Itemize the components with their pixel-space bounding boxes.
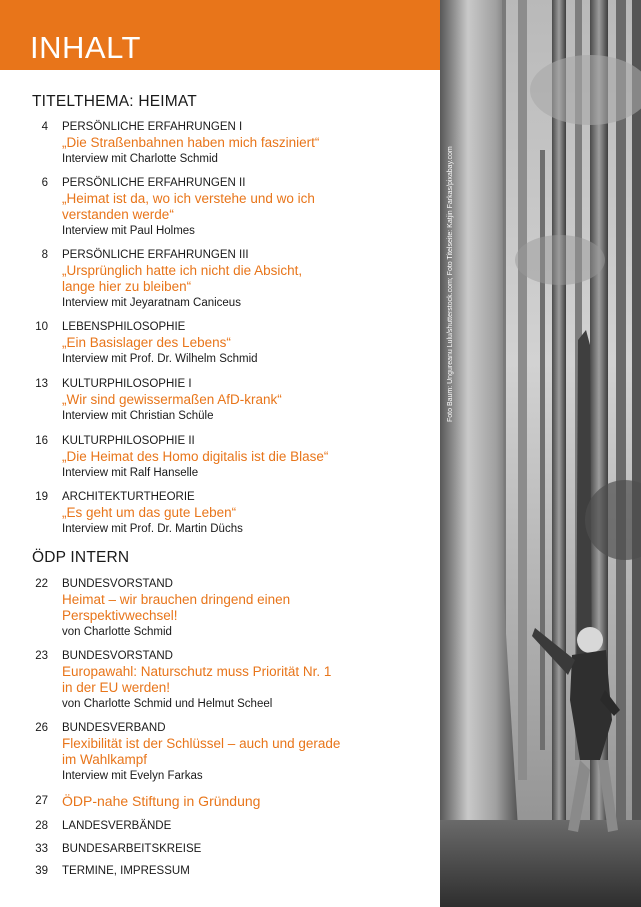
page-number: 27: [35, 795, 48, 807]
page-number: 39: [35, 865, 48, 877]
forest-photo: [440, 0, 641, 907]
entry-title-line: verstanden werde“: [62, 207, 174, 222]
entry-title-line: in der EU werden!: [62, 680, 171, 695]
entry-category: ARCHITEKTURTHEORIE: [62, 491, 195, 503]
page-number: 23: [35, 650, 48, 662]
photo-credit: [447, 92, 457, 422]
page-number: 19: [35, 491, 48, 503]
forest-photo-illustration: [440, 0, 641, 907]
entry-title-line: Europawahl: Naturschutz muss Priorität Nr. 1: [62, 664, 332, 679]
entry-title-line: „Ursprünglich hatte ich nicht die Absicht,: [62, 263, 303, 278]
entry-title-line: im Wahlkampf: [62, 752, 148, 767]
entry-category: PERSÖNLICHE ERFAHRUNGEN III: [62, 249, 249, 261]
entry-subtitle: Interview mit Ralf Hanselle: [62, 467, 199, 479]
header-banner: [0, 0, 440, 70]
section-heading-oedp-intern: ÖDP INTERN: [32, 549, 130, 566]
page-number: 8: [41, 249, 48, 261]
page-number: 4: [41, 121, 48, 133]
entry-category: KULTURPHILOSOPHIE II: [62, 435, 195, 447]
entry-subtitle: von Charlotte Schmid und Helmut Scheel: [62, 698, 273, 710]
entry-title-line: „Die Heimat des Homo digitalis ist die Blase“: [62, 449, 329, 464]
entry-category: LEBENSPHILOSOPHIE: [62, 321, 186, 333]
entry-subtitle: von Charlotte Schmid: [62, 626, 172, 638]
entry-subtitle: Interview mit Evelyn Farkas: [62, 770, 203, 782]
entry-title-line: Perspektivwechsel!: [62, 608, 178, 623]
entry-title-line: lange hier zu bleiben“: [62, 279, 192, 294]
entry-category: BUNDESARBEITSKREISE: [62, 843, 202, 855]
entry-title-line: „Ein Basislager des Lebens“: [62, 335, 231, 350]
page-number: 13: [35, 378, 48, 390]
entry-title-line: Heimat – wir brauchen dringend einen: [62, 592, 291, 607]
entry-subtitle: Interview mit Paul Holmes: [62, 225, 195, 237]
page-number: 26: [35, 722, 48, 734]
entry-title-line: „Heimat ist da, wo ich verstehe und wo ich: [62, 191, 315, 206]
entry-category: BUNDESVORSTAND: [62, 650, 173, 662]
entry-category: PERSÖNLICHE ERFAHRUNGEN I: [62, 121, 243, 133]
page-number: 28: [35, 820, 48, 832]
entry-title-line: „Es geht um das gute Leben“: [62, 505, 237, 520]
page-number: 33: [35, 843, 48, 855]
entry-title-line: „Die Straßenbahnen haben mich fasziniert“: [62, 135, 320, 150]
entry-subtitle: Interview mit Christian Schüle: [62, 410, 214, 422]
page-number: 6: [41, 177, 48, 189]
entry-category: KULTURPHILOSOPHIE I: [62, 378, 192, 390]
entry-title-line: ÖDP-nahe Stiftung in Gründung: [62, 793, 261, 809]
entry-title-line: „Wir sind gewissermaßen AfD-krank“: [62, 392, 282, 407]
photo-credit-text: Foto Baum: Ungureanu Lulu/shutterstock.com; Foto Titelseite: Katjin Farkas/pixabay.com: [447, 146, 454, 422]
entry-category: BUNDESVORSTAND: [62, 578, 173, 590]
entry-category: LANDESVERBÄNDE: [62, 820, 172, 832]
page-number: 10: [35, 321, 48, 333]
entry-title-line: Flexibilität ist der Schlüssel – auch und gerade: [62, 736, 341, 751]
entry-subtitle: Interview mit Jeyaratnam Caniceus: [62, 297, 241, 309]
section-heading-titelthema: TITELTHEMA: HEIMAT: [32, 93, 197, 110]
page-title: INHALT: [30, 30, 141, 65]
entry-subtitle: Interview mit Prof. Dr. Wilhelm Schmid: [62, 353, 258, 365]
page-number: 16: [35, 435, 48, 447]
entry-category: BUNDESVERBAND: [62, 722, 166, 734]
entry-subtitle: Interview mit Charlotte Schmid: [62, 153, 218, 165]
entry-category: PERSÖNLICHE ERFAHRUNGEN II: [62, 177, 246, 189]
entry-category: TERMINE, IMPRESSUM: [62, 865, 190, 877]
page-number: 22: [35, 578, 48, 590]
entry-subtitle: Interview mit Prof. Dr. Martin Düchs: [62, 523, 243, 535]
